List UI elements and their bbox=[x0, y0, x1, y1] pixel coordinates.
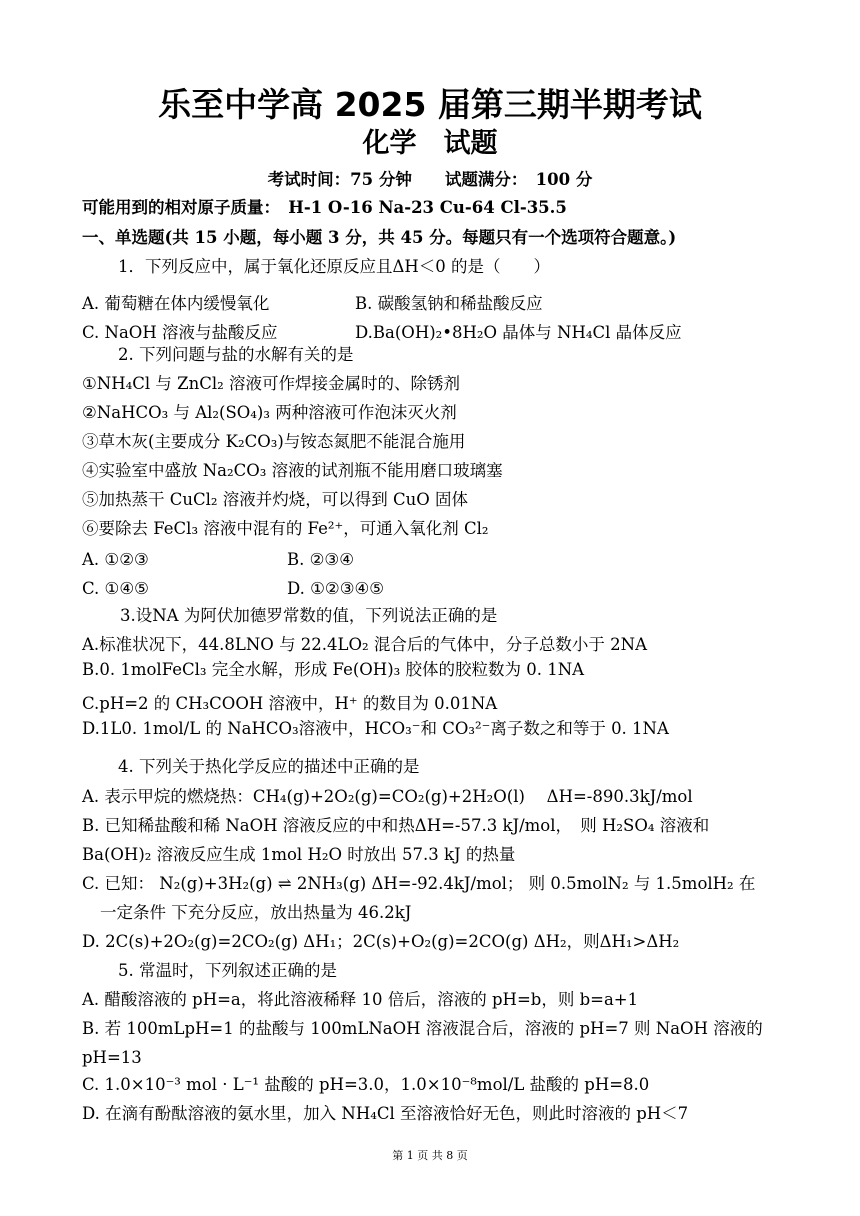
question-4-option-c-line2: 一定条件 下充分反应，放出热量为 46.2kJ bbox=[100, 903, 412, 922]
question-4-option-c-line1: C. 已知： N₂(g)+3H₂(g) ⇌ 2NH₃(g) ΔH=-92.4kJ/mol； 则 0.5molN₂ 与 1.5molH₂ 在 bbox=[82, 874, 756, 893]
subject-title: 化学 试题 bbox=[362, 128, 498, 159]
question-2-statement-1: ①NH₄Cl 与 ZnCl₂ 溶液可作焊接金属时的、除锈剂 bbox=[82, 374, 460, 393]
question-5-option-d: D. 在滴有酚酞溶液的氨水里，加入 NH₄Cl 至溶液恰好无色，则此时溶液的 pH＜7 bbox=[82, 1104, 689, 1123]
question-5-option-b-line2: pH=13 bbox=[82, 1048, 142, 1067]
question-4-option-b-line2: Ba(OH)₂ 溶液反应生成 1mol H₂O 时放出 57.3 kJ 的热量 bbox=[82, 845, 516, 864]
question-5-stem: 5. 常温时，下列叙述正确的是 bbox=[118, 961, 337, 980]
exam-info: 考试时间：75 分钟 试题满分： 100 分 bbox=[267, 170, 593, 189]
question-4-stem: 4. 下列关于热化学反应的描述中正确的是 bbox=[118, 757, 420, 776]
question-2-option-d: D. ①②③④⑤ bbox=[287, 579, 385, 598]
question-3-stem: 3.设NA 为阿伏加德罗常数的值，下列说法正确的是 bbox=[120, 606, 498, 625]
question-2-option-a: A. ①②③ bbox=[82, 550, 149, 569]
question-1-stem: 1．下列反应中，属于氧化还原反应且ΔH＜0 的是（ ） bbox=[118, 257, 551, 276]
question-2-statement-4: ④实验室中盛放 Na₂CO₃ 溶液的试剂瓶不能用磨口玻璃塞 bbox=[82, 461, 503, 480]
question-1-option-a: A. 葡萄糖在体内缓慢氧化 bbox=[82, 294, 270, 313]
question-3-option-c: C.pH=2 的 CH₃COOH 溶液中，H⁺ 的数目为 0.01NA bbox=[82, 694, 498, 713]
question-2-statement-3: ③草木灰(主要成分 K₂CO₃)与铵态氮肥不能混合施用 bbox=[82, 432, 466, 451]
question-5-option-a: A. 醋酸溶液的 pH=a，将此溶液稀释 10 倍后，溶液的 pH=b，则 b=a+1 bbox=[82, 990, 639, 1009]
question-2-statement-5: ⑤加热蒸干 CuCl₂ 溶液并灼烧，可以得到 CuO 固体 bbox=[82, 490, 469, 509]
question-2-option-c: C. ①④⑤ bbox=[82, 579, 149, 598]
question-2-statement-6: ⑥要除去 FeCl₃ 溶液中混有的 Fe²⁺，可通入氧化剂 Cl₂ bbox=[82, 519, 489, 538]
question-3-option-b: B.0. 1molFeCl₃ 完全水解，形成 Fe(OH)₃ 胶体的胶粒数为 0. 1NA bbox=[82, 660, 585, 679]
question-5-option-c: C. 1.0×10⁻³ mol · L⁻¹ 盐酸的 pH=3.0，1.0×10⁻⁸mol/L 盐酸的 pH=8.0 bbox=[82, 1075, 650, 1094]
atomic-masses: 可能用到的相对原子质量： H-1 O-16 Na-23 Cu-64 Cl-35.5 bbox=[82, 198, 567, 217]
section-heading: 一、单选题(共 15 小题，每小题 3 分，共 45 分。每题只有一个选项符合题意。) bbox=[82, 228, 677, 247]
question-1-option-c: C. NaOH 溶液与盐酸反应 bbox=[82, 323, 278, 342]
question-3-option-d: D.1L0. 1mol/L 的 NaHCO₃溶液中，HCO₃⁻和 CO₃²⁻离子数之和等于 0. 1NA bbox=[82, 719, 669, 738]
question-4-option-d: D. 2C(s)+2O₂(g)=2CO₂(g) ΔH₁；2C(s)+O₂(g)=2CO(g) ΔH₂，则ΔH₁>ΔH₂ bbox=[82, 932, 680, 951]
question-2-statement-2: ②NaHCO₃ 与 Al₂(SO₄)₃ 两种溶液可作泡沫灭火剂 bbox=[82, 403, 457, 422]
question-4-option-b-line1: B. 已知稀盐酸和稀 NaOH 溶液反应的中和热ΔH=-57.3 kJ/mol， 则 H₂SO₄ 溶液和 bbox=[82, 816, 710, 835]
exam-title: 乐至中学高 2025 届第三期半期考试 bbox=[158, 85, 702, 124]
question-2-option-b: B. ②③④ bbox=[287, 550, 354, 569]
question-2-stem: 2. 下列问题与盐的水解有关的是 bbox=[118, 345, 354, 364]
question-3-option-a: A.标准状况下，44.8LNO 与 22.4LO₂ 混合后的气体中，分子总数小于 2NA bbox=[82, 635, 647, 654]
question-5-option-b-line1: B. 若 100mLpH=1 的盐酸与 100mLNaOH 溶液混合后，溶液的 pH=7 则 NaOH 溶液的 bbox=[82, 1019, 763, 1038]
page-footer: 第 1 页 共 8 页 bbox=[392, 1149, 468, 1162]
question-1-option-d: D.Ba(OH)₂•8H₂O 晶体与 NH₄Cl 晶体反应 bbox=[355, 323, 682, 342]
question-1-option-b: B. 碳酸氢钠和稀盐酸反应 bbox=[355, 294, 543, 313]
question-4-option-a: A. 表示甲烷的燃烧热：CH₄(g)+2O₂(g)=CO₂(g)+2H₂O(l) ΔH=-890.3kJ/mol bbox=[82, 787, 693, 806]
